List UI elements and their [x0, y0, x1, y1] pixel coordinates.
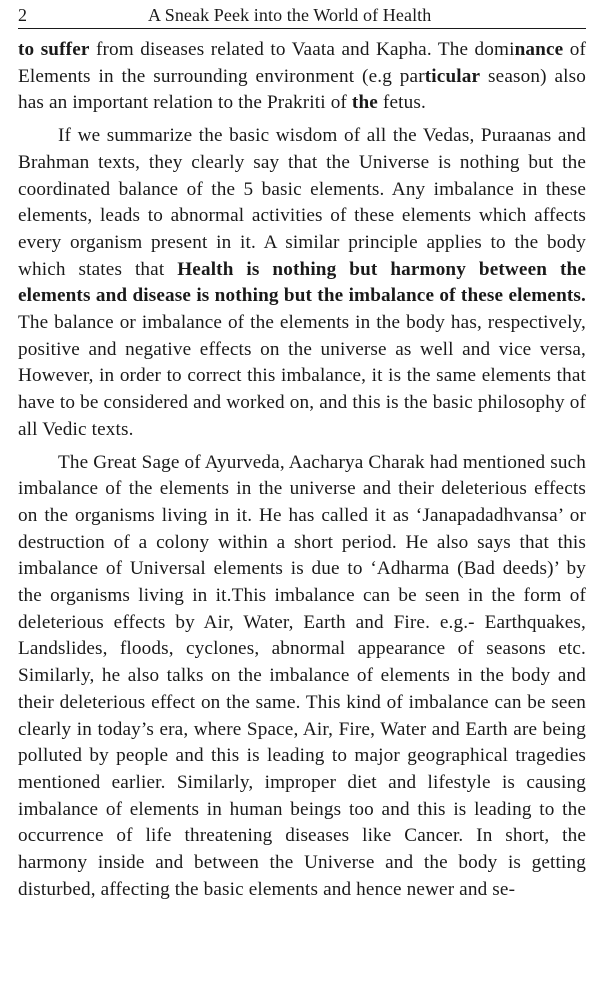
running-title: A Sneak Peek into the World of Health	[148, 5, 432, 25]
text-bold: the	[351, 92, 378, 114]
text-run: season) also has an important relation to the Prakriti of	[18, 65, 586, 114]
page-number: 2	[18, 5, 27, 25]
text-run: If we summarize the basic wisdom of all the Vedas, Puraanas and Brahman texts, they clearly say that the Universe is nothing but the coordinated balance of the 5 basic elements. Any imbalance in these elements, leads to abnormal activities of these elements which affects every organism present in it. A similar principle applies to the body which states that	[18, 125, 586, 280]
text-bold: to suffer	[18, 39, 90, 60]
paragraph-2	[18, 123, 586, 443]
text-bold: ticular	[424, 65, 481, 87]
text-bold: nance	[514, 39, 564, 60]
text-run: of Elements in the surrounding environment (e.g par	[18, 39, 586, 87]
text-run: The Great Sage of Ayurveda, Aacharya Charak had mentioned such imbalance of the elements in the universe and their deleterious effects on the organisms living in it. He has called it as ‘Janapadadhvansa’ or destruction of a colony within a short period. He also says that this imbalance of Universal elements is due to ‘Adharma (Bad deeds)’ by the organisms living in it.This imbalance can be seen in the form of deleterious effects by Air, Water, Earth and Fire. e.g.- Earthquakes, Landslides, floods, cyclones, abnormal appearance of seasons etc. Similarly, he also talks on the imbalance of elements in the body and their deleterious effect on the same. This kind of imbalance can be seen clearly in today’s era, where Space, Air, Fire, Water and Earth are being polluted by people and this is leading to major geographical tragedies mentioned earlier. Similarly, improper diet and lifestyle is causing imbalance of elements in human beings too and this is leading to the occurrence of life threatening diseases like Cancer. In short, the harmony inside and between the Universe and the body is getting disturbed, affecting the basic elements and hence newer and se-	[18, 451, 586, 900]
body-text	[18, 37, 586, 904]
running-header	[18, 4, 586, 29]
text-run: from diseases related to Vaata and Kapha. The domi	[89, 39, 515, 60]
text-run: The balance or imbalance of the elements in the body has, respectively, positive and negative effects on the universe as well and vice versa, However, in order to correct this imbalance, it is the same elements that have to be considered and worked on, and this is the basic philosophy of all Vedic texts.	[18, 312, 586, 440]
paragraph-1	[18, 37, 586, 117]
text-bold: Health is nothing but harmony between the elements and disease is nothing but the imbalance of these elements.	[18, 258, 586, 307]
text-run: fetus.	[377, 92, 426, 114]
paragraph-3	[18, 450, 586, 904]
